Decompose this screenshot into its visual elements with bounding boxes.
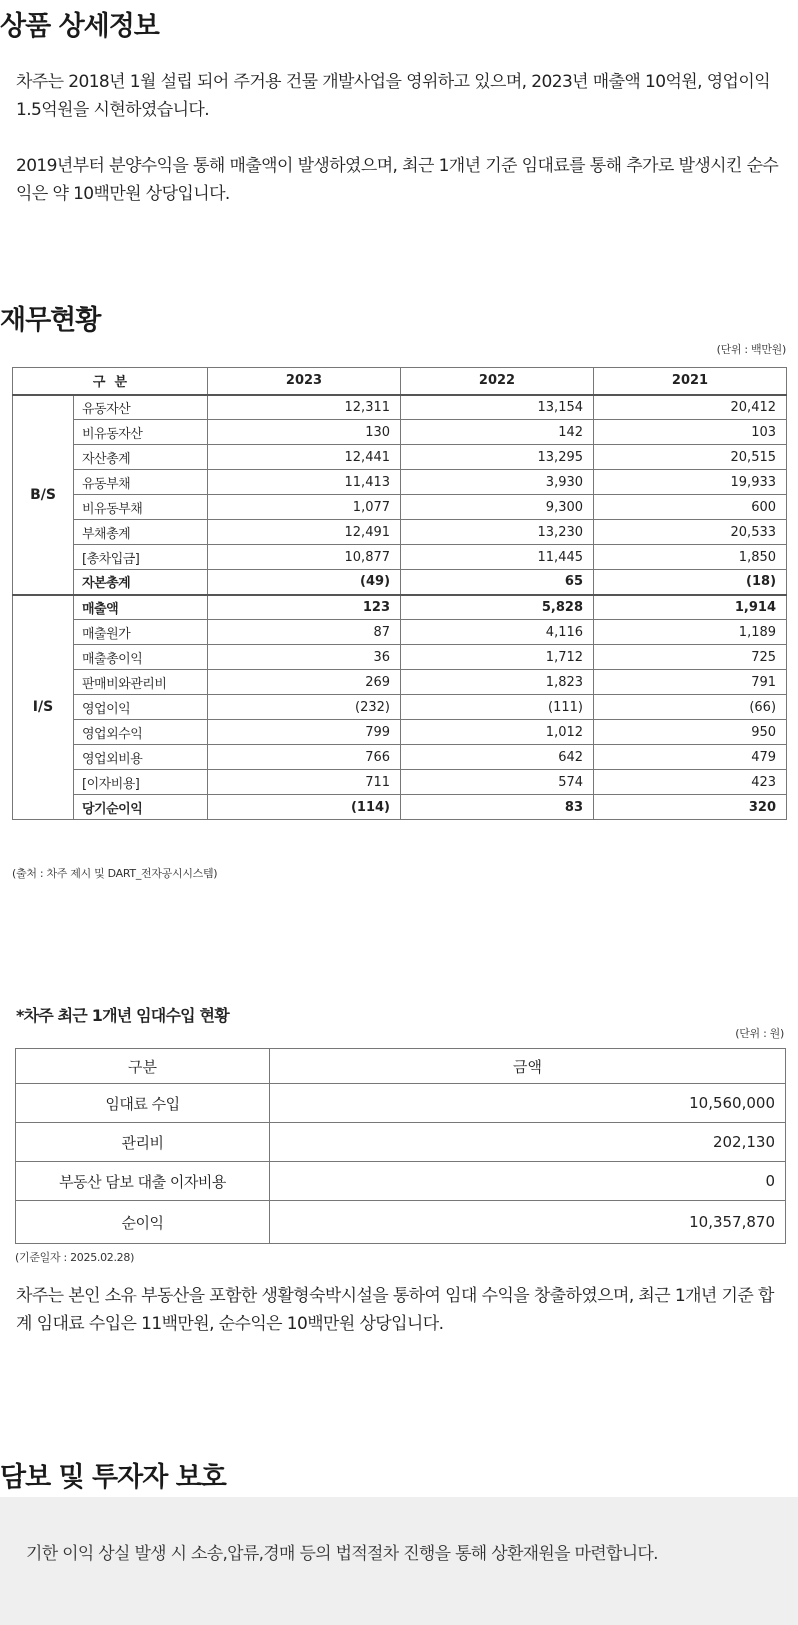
row-item-label: 영업외수익 [74,720,208,745]
table-row [13,420,787,445]
row-item-label: 당기순이익 [74,795,208,820]
value-2021: 20,412 [594,395,787,420]
detail-paragraph-2: 2019년부터 분양수익을 통해 매출액이 발생하였으며, 최근 1개년 기준 임대료를 통해 추가로 발생시킨 순수익은 약 10백만원 상당입니다. [16,156,779,204]
finance-source-note: (출처 : 차주 제시 및 DART_전자공시시스템) [12,867,218,880]
value-2022: 1,712 [401,645,594,670]
table-row [16,1084,786,1123]
protection-text: 기한 이익 상실 발생 시 소송,압류,경매 등의 법적절차 진행을 통해 상환재원을 마련합니다. [26,1544,658,1564]
rent-date-note: (기준일자 : 2025.02.28) [15,1251,135,1264]
table-row [13,495,787,520]
value-2022: (111) [401,695,594,720]
row-item-label: 매출액 [74,595,208,620]
value-2023: 12,441 [208,445,401,470]
value-2022: 13,230 [401,520,594,545]
finance-unit-note: (단위 : 백만원) [716,343,786,356]
row-item-label: 매출원가 [74,620,208,645]
row-item-label: 매출총이익 [74,645,208,670]
value-2022: 5,828 [401,595,594,620]
value-2023: (232) [208,695,401,720]
rent-row-label: 임대료 수입 [16,1084,270,1123]
value-2023: 711 [208,770,401,795]
value-2021: 600 [594,495,787,520]
value-2022: 83 [401,795,594,820]
rent-row-label: 부동산 담보 대출 이자비용 [16,1162,270,1201]
table-row [13,445,787,470]
value-2022: 9,300 [401,495,594,520]
rent-row-label: 순이익 [16,1201,270,1244]
rent-table-header [16,1049,786,1084]
value-2022: 3,930 [401,470,594,495]
value-2022: 4,116 [401,620,594,645]
value-2022: 65 [401,570,594,595]
row-item-label: 자산총계 [74,445,208,470]
value-2021: 791 [594,670,787,695]
value-2022: 11,445 [401,545,594,570]
value-2021: 20,533 [594,520,787,545]
is-group-label: I/S [13,595,74,820]
table-row [16,1201,786,1244]
row-item-label: 유동자산 [74,395,208,420]
value-2022: 1,012 [401,720,594,745]
value-2023: 87 [208,620,401,645]
value-2022: 642 [401,745,594,770]
value-2023: 1,077 [208,495,401,520]
table-row [13,720,787,745]
header-2022: 2022 [401,368,594,395]
header-2023: 2023 [208,368,401,395]
finance-title: 재무현황 [0,305,101,336]
header-2021: 2021 [594,368,787,395]
value-2022: 13,295 [401,445,594,470]
row-item-label: 영업외비용 [74,745,208,770]
row-item-label: [이자비용] [74,770,208,795]
rent-header-category: 구분 [16,1049,270,1084]
value-2023: 36 [208,645,401,670]
product-detail-title: 상품 상세정보 [0,11,159,42]
table-row [13,795,787,820]
value-2021: 1,850 [594,545,787,570]
rent-income-title: *차주 최근 1개년 임대수입 현황 [16,1006,229,1025]
value-2023: 269 [208,670,401,695]
table-row [13,745,787,770]
value-2021: 1,914 [594,595,787,620]
table-row [13,670,787,695]
value-2023: 766 [208,745,401,770]
table-row [13,620,787,645]
table-row [13,645,787,670]
table-row [13,520,787,545]
value-2021: 320 [594,795,787,820]
row-item-label: 영업이익 [74,695,208,720]
value-2023: 12,311 [208,395,401,420]
rent-row-amount: 10,357,870 [270,1201,786,1244]
table-row [13,470,787,495]
value-2021: 423 [594,770,787,795]
value-2023: 799 [208,720,401,745]
row-item-label: 부채총계 [74,520,208,545]
table-row [13,695,787,720]
value-2021: 103 [594,420,787,445]
value-2022: 1,823 [401,670,594,695]
rent-row-label: 관리비 [16,1123,270,1162]
table-row [13,595,787,620]
value-2023: 11,413 [208,470,401,495]
row-item-label: 유동부채 [74,470,208,495]
table-row [13,570,787,595]
table-row [16,1123,786,1162]
value-2021: (66) [594,695,787,720]
row-item-label: 판매비와관리비 [74,670,208,695]
value-2023: 10,877 [208,545,401,570]
table-row [13,770,787,795]
protection-box [0,1497,798,1625]
value-2023: 123 [208,595,401,620]
rent-income-table [15,1048,786,1244]
row-item-label: 자본총계 [74,570,208,595]
row-item-label: 비유동부채 [74,495,208,520]
value-2021: 19,933 [594,470,787,495]
value-2023: 130 [208,420,401,445]
value-2023: (114) [208,795,401,820]
bs-group-label: B/S [13,395,74,595]
value-2021: (18) [594,570,787,595]
table-row [13,545,787,570]
rent-row-amount: 10,560,000 [270,1084,786,1123]
value-2023: (49) [208,570,401,595]
rent-row-amount: 0 [270,1162,786,1201]
rent-paragraph: 차주는 본인 소유 부동산을 포함한 생활형숙박시설을 통하여 임대 수익을 창출하였으며, 최근 1개년 기준 합계 임대료 수입은 11백만원, 순수익은 10백만원 상당입니다. [16,1286,774,1334]
value-2022: 13,154 [401,395,594,420]
row-item-label: 비유동자산 [74,420,208,445]
value-2021: 1,189 [594,620,787,645]
value-2022: 574 [401,770,594,795]
value-2021: 950 [594,720,787,745]
finance-table [12,367,787,820]
rent-row-amount: 202,130 [270,1123,786,1162]
table-row [16,1162,786,1201]
detail-paragraph-1: 차주는 2018년 1월 설립 되어 주거용 건물 개발사업을 영위하고 있으며, 2023년 매출액 10억원, 영업이익 1.5억원을 시현하였습니다. [16,72,771,120]
value-2022: 142 [401,420,594,445]
value-2021: 479 [594,745,787,770]
value-2021: 725 [594,645,787,670]
finance-table-header [13,368,787,395]
row-item-label: [총차입금] [74,545,208,570]
protection-title: 담보 및 투자자 보호 [0,1462,226,1493]
value-2021: 20,515 [594,445,787,470]
rent-unit-note: (단위 : 원) [735,1027,784,1040]
header-category: 구 분 [13,368,208,395]
value-2023: 12,491 [208,520,401,545]
table-row [13,395,787,420]
rent-header-amount: 금액 [270,1049,786,1084]
